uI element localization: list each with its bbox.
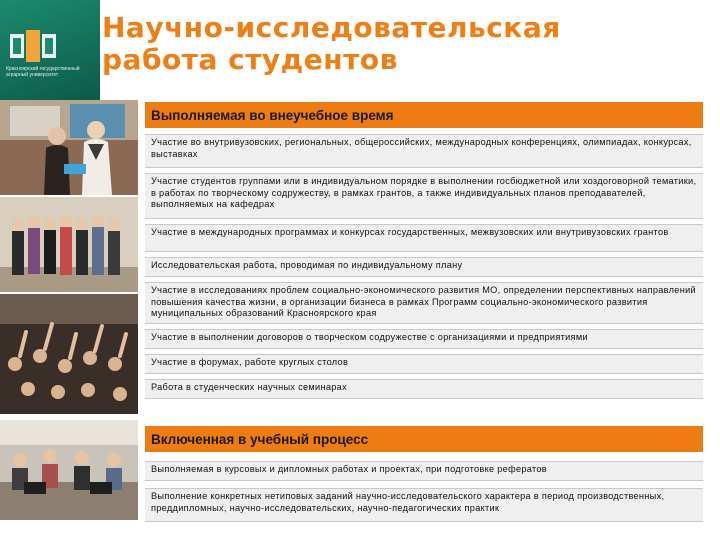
photo-computer-class	[0, 420, 138, 520]
list-item: Участие в выполнении договоров о творческом содружестве с организациями и предприятиями	[145, 329, 703, 349]
list-item: Выполнение конкретных нетиповых заданий научно-исследовательского характера в период производственных, преддипломных, научно-исследовательских, научно-педагогических практик	[145, 488, 703, 522]
photo-award-ceremony	[0, 100, 138, 195]
section-header-extracurricular: Выполняемая во внеучебное время	[145, 102, 703, 128]
logo-text: Красноярский государственный аграрный университет	[6, 66, 80, 78]
section-header-curriculum: Включенная в учебный процесс	[145, 426, 703, 452]
list-item: Участие студентов группами или в индивидуальном порядке в выполнении госбюджетной или хоздоговорной тематики, в работах по творческому содружеству, в рамках грантов, а также индивидуальных планов преподавателей, выполняемых на кафедрах	[145, 173, 703, 219]
page-title	[102, 12, 702, 76]
photo-audience	[0, 294, 138, 414]
list-item: Исследовательская работа, проводимая по индивидуальному плану	[145, 257, 703, 277]
list-item: Участие в исследованиях проблем социально-экономического развития МО, определении перспективных направлений повышения качества жизни, в организации бизнеса в рамках Программ социально-экономического развития муниципальных образований Красноярского края	[145, 282, 703, 324]
page-title-line1: Научно-исследовательская	[102, 11, 561, 44]
logo-icon	[10, 30, 58, 62]
university-logo	[0, 0, 100, 100]
page-title-line2: работа студентов	[102, 43, 398, 76]
photo-student-group	[0, 197, 138, 292]
list-item: Выполняемая в курсовых и дипломных работах и проектах, при подготовке рефератов	[145, 461, 703, 481]
sidebar	[0, 0, 138, 540]
list-item: Участие в форумах, работе круглых столов	[145, 354, 703, 374]
list-item: Участие в международных программах и конкурсах государственных, межвузовских или внутривузовских грантов	[145, 224, 703, 252]
list-item: Участие во внутривузовских, региональных, общероссийских, международных конференциях, олимпиадах, конкурсах, выставках	[145, 134, 703, 168]
list-item: Работа в студенческих научных семинарах	[145, 379, 703, 399]
